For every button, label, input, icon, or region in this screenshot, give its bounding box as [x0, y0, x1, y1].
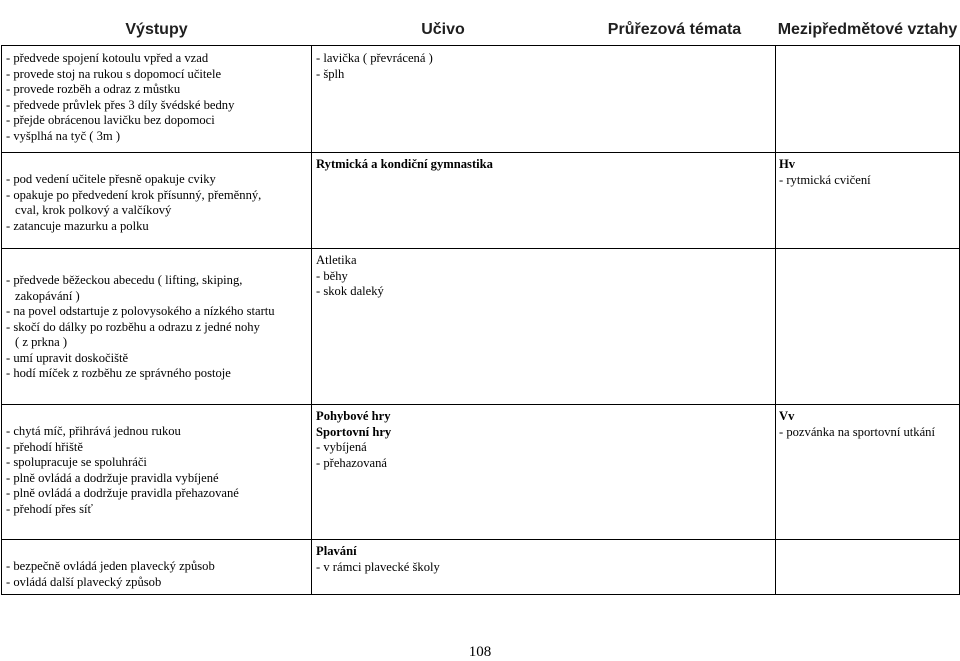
cell-ucivo-prurez	[312, 540, 776, 595]
header-vystupy: Výstupy	[125, 20, 188, 38]
cell-prurezova	[573, 540, 579, 575]
cell-ucivo-prurez	[312, 153, 776, 249]
cell-ucivo-prurez	[312, 249, 776, 405]
vystup-line: - ovládá další plavecký způsob	[6, 574, 162, 589]
vystup-line: - zatancuje mazurku a polku	[6, 218, 149, 233]
cell-ucivo	[312, 46, 573, 82]
cell-ucivo	[312, 153, 573, 173]
ucivo-line: - šplh	[316, 66, 345, 81]
ucivo-heading: Atletika	[316, 253, 357, 267]
ucivo-heading: Pohybové hry	[316, 409, 391, 423]
vystup-line: - přehodí hřiště	[6, 439, 83, 454]
header-ucivo: Učivo	[421, 20, 465, 38]
header-row	[2, 14, 960, 46]
cell-mezipredmetove	[776, 405, 960, 540]
cell-prurezova	[573, 153, 579, 173]
vystup-line: - na povel odstartuje z polovysokého a nízkého startu	[6, 304, 275, 318]
cell-vystupy	[2, 540, 312, 595]
header-mezipredmetove-vztahy: Mezipředmětové vztahy	[777, 20, 958, 38]
prurez-heading: Hv	[779, 157, 796, 171]
table-row	[2, 153, 960, 249]
ucivo-line: - skok daleký	[316, 284, 384, 298]
cell-ucivo	[312, 540, 573, 575]
vystup-line: - opakuje po předvedení krok přísunný, přeměnný,	[6, 187, 262, 202]
cell-ucivo	[312, 249, 573, 300]
table-row	[2, 405, 960, 540]
vystup-line: - předvede průvlek přes 3 díly švédské bedny	[6, 97, 235, 112]
cell-mezipredmetove	[776, 249, 960, 405]
ucivo-line: - přehazovaná	[316, 455, 387, 470]
vystup-line: - spolupracuje se spoluhráči	[6, 455, 147, 469]
prurez-line: - rytmická cvičení	[779, 172, 871, 187]
cell-mezipredmetove	[776, 46, 960, 153]
vystup-line: ( z prkna )	[15, 335, 68, 349]
vystup-line: - plně ovládá a dodržuje pravidla vybíjené	[6, 470, 219, 485]
vystup-line: - přehodí přes síť	[6, 501, 93, 516]
vystup-line: - předvede spojení kotoulu vpřed a vzad	[6, 51, 209, 65]
vystup-line: - předvede běžeckou abecedu ( lifting, skiping,	[6, 273, 243, 287]
vystup-line: - plně ovládá a dodržuje pravidla přehazované	[6, 486, 239, 500]
vystup-line: - bezpečně ovládá jeden plavecký způsob	[6, 559, 215, 573]
cell-ucivo-prurez	[312, 46, 776, 153]
ucivo-heading: Rytmická a kondiční gymnastika	[316, 157, 493, 171]
prurez-line: - pozvánka na sportovní utkání	[779, 424, 935, 439]
ucivo-line: - vybíjená	[316, 440, 367, 454]
ucivo-line: - v rámci plavecké školy	[316, 559, 440, 574]
vystup-line: - skočí do dálky po rozběhu a odrazu z jedné nohy	[6, 319, 260, 334]
table-row	[2, 249, 960, 405]
vystup-line: - přejde obrácenou lavičku bez dopomoci	[6, 113, 215, 127]
cell-ucivo-prurez	[312, 405, 776, 540]
cell-prurezova	[573, 46, 579, 82]
vystup-line: - provede stoj na rukou s dopomocí učitele	[6, 66, 222, 81]
cell-mezipredmetove	[776, 153, 960, 249]
curriculum-table	[1, 14, 960, 595]
vystup-line: cval, krok polkový a valčíkový	[15, 203, 172, 217]
vystup-line: - hodí míček z rozběhu ze správného postoje	[6, 366, 231, 380]
ucivo-line: - lavička ( převrácená )	[316, 51, 433, 65]
cell-mezipredmetove	[776, 540, 960, 595]
header-prurezova-temata: Průřezová témata	[607, 20, 742, 38]
cell-vystupy	[2, 46, 312, 153]
vystup-line: - pod vedení učitele přesně opakuje cviky	[6, 172, 216, 186]
ucivo-line: - běhy	[316, 268, 348, 283]
cell-vystupy	[2, 249, 312, 405]
page-number: 108	[468, 644, 492, 660]
cell-vystupy	[2, 153, 312, 249]
vystup-line: - provede rozběh a odraz z můstku	[6, 82, 181, 96]
cell-vystupy	[2, 405, 312, 540]
vystup-line: - vyšplhá na tyč ( 3m )	[6, 128, 121, 143]
cell-prurezova	[573, 405, 579, 471]
vystup-line: zakopávání )	[15, 288, 80, 303]
header-ucivo-and-prurezova	[312, 14, 776, 46]
prurez-heading: Vv	[779, 409, 795, 423]
table-row	[2, 540, 960, 595]
cell-prurezova	[573, 249, 579, 300]
vystup-line: - chytá míč, přihrává jednou rukou	[6, 424, 181, 438]
cell-ucivo	[312, 405, 573, 471]
ucivo-heading: Plavání	[316, 544, 357, 558]
table-row	[2, 46, 960, 153]
ucivo-heading: Sportovní hry	[316, 424, 392, 439]
vystup-line: - umí upravit doskočiště	[6, 350, 129, 365]
